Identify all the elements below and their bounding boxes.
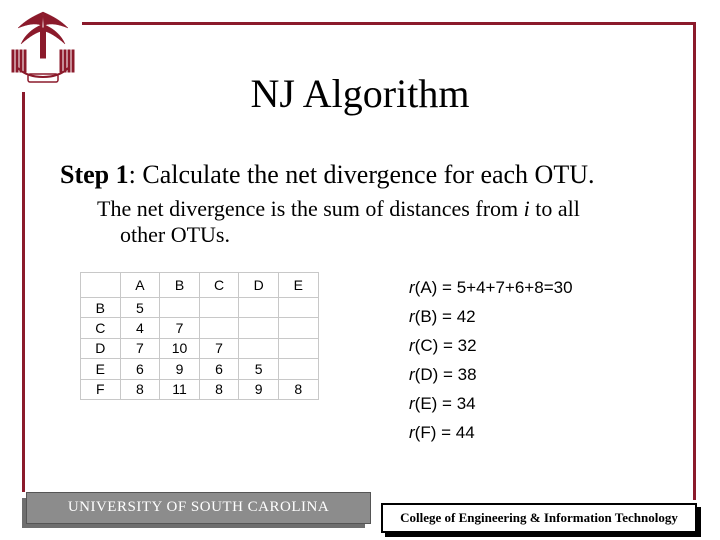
matrix-header-cell — [81, 273, 121, 298]
desc-variable: i — [523, 196, 530, 221]
net-divergence-value: (B) = 42 — [414, 307, 476, 326]
r-symbol: r — [409, 365, 415, 384]
matrix-cell: 4 — [120, 318, 160, 338]
matrix-row-label: E — [81, 359, 121, 379]
matrix-row — [81, 379, 319, 399]
matrix-cell — [278, 359, 318, 379]
university-footer-banner — [26, 492, 371, 524]
matrix-cell: 7 — [199, 338, 239, 358]
net-divergence-value: (D) = 38 — [414, 365, 477, 384]
matrix-row-label: B — [81, 298, 121, 318]
matrix-cell: 11 — [160, 379, 200, 399]
desc-line1: The net divergence is the sum of distances from — [97, 196, 524, 221]
r-symbol: r — [409, 394, 415, 413]
matrix-cell: 8 — [278, 379, 318, 399]
net-divergence-item — [409, 276, 573, 305]
matrix-row-label: D — [81, 338, 121, 358]
matrix-cell: 8 — [120, 379, 160, 399]
net-divergence-item — [409, 334, 573, 363]
r-symbol: r — [409, 307, 415, 326]
matrix-cell — [278, 318, 318, 338]
matrix-cell: 8 — [199, 379, 239, 399]
r-symbol: r — [409, 278, 415, 297]
matrix-header-row — [81, 273, 319, 298]
university-name: UNIVERSITY OF SOUTH CAROLINA — [67, 499, 330, 515]
matrix-cell: 6 — [120, 359, 160, 379]
matrix-row-label: C — [81, 318, 121, 338]
matrix-cell: 6 — [199, 359, 239, 379]
step-label: Step 1 — [60, 160, 129, 189]
college-name: College of Engineering & Information Technology — [400, 510, 678, 525]
net-divergence-item — [409, 305, 573, 334]
matrix-header-cell: C — [199, 273, 239, 298]
matrix-row — [81, 298, 319, 318]
matrix-cell: 7 — [120, 338, 160, 358]
matrix-header-cell: E — [278, 273, 318, 298]
frame-top-rule — [24, 22, 696, 25]
net-divergence-item — [409, 363, 573, 392]
matrix-cell: 9 — [160, 359, 200, 379]
distance-matrix — [80, 272, 319, 400]
matrix-cell: 9 — [239, 379, 279, 399]
step-heading — [60, 158, 595, 192]
matrix-row — [81, 359, 319, 379]
desc-line1-end: to all — [529, 196, 580, 221]
frame-left-rule — [22, 92, 25, 492]
r-symbol: r — [409, 336, 415, 355]
matrix-row-label: F — [81, 379, 121, 399]
matrix-cell — [239, 298, 279, 318]
matrix-row — [81, 338, 319, 358]
matrix-cell — [160, 298, 200, 318]
net-divergence-value: (C) = 32 — [414, 336, 477, 355]
step-description — [97, 196, 657, 248]
matrix-cell — [278, 298, 318, 318]
matrix-header-cell: B — [160, 273, 200, 298]
r-symbol: r — [409, 423, 415, 442]
step-text: : Calculate the net divergence for each OTU. — [128, 160, 595, 189]
net-divergence-value: (A) = 5+4+7+6+8=30 — [414, 278, 573, 297]
matrix-cell — [278, 338, 318, 358]
matrix-cell — [239, 318, 279, 338]
desc-line2: other OTUs. — [120, 222, 230, 247]
matrix-cell: 10 — [160, 338, 200, 358]
matrix-cell: 7 — [160, 318, 200, 338]
net-divergence-list — [409, 276, 573, 450]
net-divergence-value: (F) = 44 — [414, 423, 475, 442]
matrix-row — [81, 318, 319, 338]
matrix-cell: 5 — [120, 298, 160, 318]
net-divergence-value: (E) = 34 — [414, 394, 476, 413]
matrix-header-cell: A — [120, 273, 160, 298]
matrix-header-cell: D — [239, 273, 279, 298]
net-divergence-item — [409, 392, 573, 421]
matrix-cell — [239, 338, 279, 358]
net-divergence-item — [409, 421, 573, 450]
slide-title: NJ Algorithm — [250, 71, 470, 116]
matrix-cell — [199, 318, 239, 338]
matrix-cell: 5 — [239, 359, 279, 379]
college-footer-banner — [381, 503, 697, 533]
matrix-cell — [199, 298, 239, 318]
